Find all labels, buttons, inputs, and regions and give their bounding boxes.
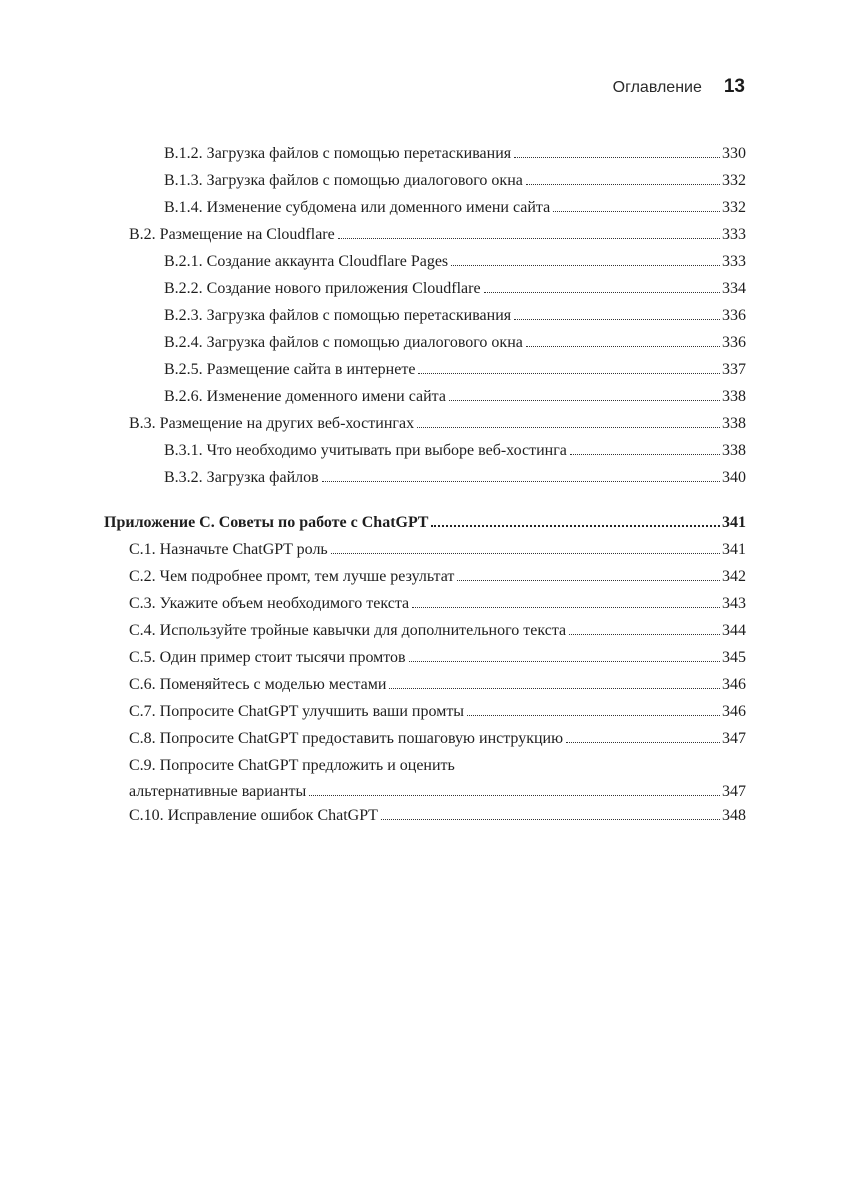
toc-entry-c-3[interactable] (129, 591, 746, 617)
toc-entry-c-9[interactable] (129, 753, 746, 805)
toc-entry-label: C.9. Попросите ChatGPT предложить и оценить (129, 757, 455, 774)
toc-entry-c-7[interactable] (129, 699, 746, 725)
leader-dots (553, 211, 720, 212)
toc-entry-label: C.7. Попросите ChatGPT улучшить ваши промты (129, 703, 465, 720)
toc-entry-label: C.6. Поменяйтесь с моделью местами (129, 676, 387, 693)
toc-entry-c-2[interactable] (129, 564, 746, 590)
toc-entry-b-3[interactable] (129, 411, 746, 437)
leader-dots (451, 265, 720, 266)
leader-dots (409, 661, 720, 662)
leader-dots (457, 580, 720, 581)
toc-entry-page: 332 (722, 172, 746, 189)
toc-entry-page: 330 (722, 145, 746, 162)
leader-dots (514, 157, 720, 158)
toc-entry-b-2-1[interactable] (164, 249, 746, 275)
toc-entry-page: 348 (722, 807, 746, 824)
toc-entry-label: C.4. Используйте тройные кавычки для дополнительного текста (129, 622, 567, 639)
toc-entry-b-2-5[interactable] (164, 357, 746, 383)
toc-entry-label: C.10. Исправление ошибок ChatGPT (129, 807, 378, 824)
leader-dots (526, 184, 720, 185)
toc-entry-c-4[interactable] (129, 618, 746, 644)
toc-entry-page: 346 (722, 676, 746, 693)
header-title: Оглавление (612, 79, 702, 96)
toc-entry-label: B.3.1. Что необходимо учитывать при выборе веб-хостинга (164, 442, 567, 459)
toc-entry-b-2-3[interactable] (164, 303, 746, 329)
toc-entry-label: B.2.6. Изменение доменного имени сайта (164, 388, 446, 405)
toc-entry-page: 344 (722, 622, 746, 639)
toc-entry-label: B.2.5. Размещение сайта в интернете (164, 361, 416, 378)
toc-entry-b-2-4[interactable] (164, 330, 746, 356)
leader-dots (484, 292, 720, 293)
toc-entry-page: 334 (722, 280, 746, 297)
toc-entry-page: 337 (722, 361, 746, 378)
toc-entry-c-5[interactable] (129, 645, 746, 671)
toc-entry-page: 341 (722, 514, 746, 531)
toc-entry-label: B.1.4. Изменение субдомена или доменного имени сайта (164, 199, 551, 216)
toc-entry-c-8[interactable] (129, 726, 746, 752)
toc-entry-label: B.3. Размещение на других веб-хостингах (129, 415, 415, 432)
leader-dots (569, 634, 720, 635)
toc-entry-label: Приложение C. Советы по работе с ChatGPT (104, 514, 429, 531)
toc-entry-page: 346 (722, 703, 746, 720)
toc-entry-label: B.3.2. Загрузка файлов (164, 469, 319, 486)
leader-dots (412, 607, 720, 608)
toc-entry-page: 336 (722, 307, 746, 324)
toc-entry-c-6[interactable] (129, 672, 746, 698)
toc-entry-label-line2: альтернативные варианты (129, 783, 307, 800)
toc-entry-b-2[interactable] (129, 222, 746, 248)
toc-entry-label: B.2.4. Загрузка файлов с помощью диалогового окна (164, 334, 523, 351)
toc-entry-b-1-2[interactable] (164, 141, 746, 167)
toc-entry-continuation (129, 779, 746, 805)
leader-dots (381, 819, 720, 820)
leader-dots (449, 400, 720, 401)
toc-entry-page: 338 (722, 415, 746, 432)
leader-dots (338, 238, 720, 239)
toc-entry-c-1[interactable] (129, 537, 746, 563)
leader-dots (417, 427, 720, 428)
toc-entry-label: B.2.1. Создание аккаунта Cloudflare Pages (164, 253, 449, 270)
toc-entry-page: 338 (722, 388, 746, 405)
leader-dots (514, 319, 720, 320)
toc-entry-label: B.1.3. Загрузка файлов с помощью диалогового окна (164, 172, 523, 189)
toc-entry-page: 340 (722, 469, 746, 486)
toc-entry-page: 333 (722, 253, 746, 270)
toc-entry-label: C.3. Укажите объем необходимого текста (129, 595, 410, 612)
toc-entry-page: 341 (722, 541, 746, 558)
toc-entry-b-2-6[interactable] (164, 384, 746, 410)
toc-entry-label: B.2.3. Загрузка файлов с помощью перетаскивания (164, 307, 512, 324)
leader-dots (389, 688, 720, 689)
toc-entry-label: B.2. Размещение на Cloudflare (129, 226, 335, 243)
toc-entry-b-1-3[interactable] (164, 168, 746, 194)
toc-entry-label: C.8. Попросите ChatGPT предоставить пошаговую инструкцию (129, 730, 564, 747)
leader-dots (418, 373, 720, 374)
toc-entry-page: 347 (722, 730, 746, 747)
toc-entry-b-2-2[interactable] (164, 276, 746, 302)
toc-entry-page: 342 (722, 568, 746, 585)
toc-entry-label: C.1. Назначьте ChatGPT роль (129, 541, 328, 558)
toc-entry-page: 332 (722, 199, 746, 216)
toc-entry-page: 347 (722, 783, 746, 800)
toc-entry-c-10[interactable] (129, 803, 746, 829)
toc-entry-label: C.5. Один пример стоит тысячи промтов (129, 649, 406, 666)
toc-entry-b-3-1[interactable] (164, 438, 746, 464)
leader-dots (526, 346, 720, 347)
toc-entry-b-1-4[interactable] (164, 195, 746, 221)
leader-dots (467, 715, 720, 716)
leader-dots (431, 525, 720, 527)
toc-entry-label: C.2. Чем подробнее промт, тем лучше результат (129, 568, 455, 585)
toc-entry-page: 338 (722, 442, 746, 459)
leader-dots (322, 481, 720, 482)
toc-entry-page: 343 (722, 595, 746, 612)
toc-chapter-appendix-c[interactable] (104, 510, 746, 536)
leader-dots (309, 795, 720, 796)
page-number: 13 (723, 76, 745, 97)
toc-entry-page: 345 (722, 649, 746, 666)
running-header (0, 76, 745, 106)
leader-dots (570, 454, 720, 455)
leader-dots (566, 742, 720, 743)
toc-entry-page: 333 (722, 226, 746, 243)
toc-entry-label: B.1.2. Загрузка файлов с помощью перетаскивания (164, 145, 512, 162)
leader-dots (331, 553, 720, 554)
toc-entry-b-3-2[interactable] (164, 465, 746, 491)
toc-entry-label: B.2.2. Создание нового приложения Cloudflare (164, 280, 481, 297)
toc-entry-page: 336 (722, 334, 746, 351)
